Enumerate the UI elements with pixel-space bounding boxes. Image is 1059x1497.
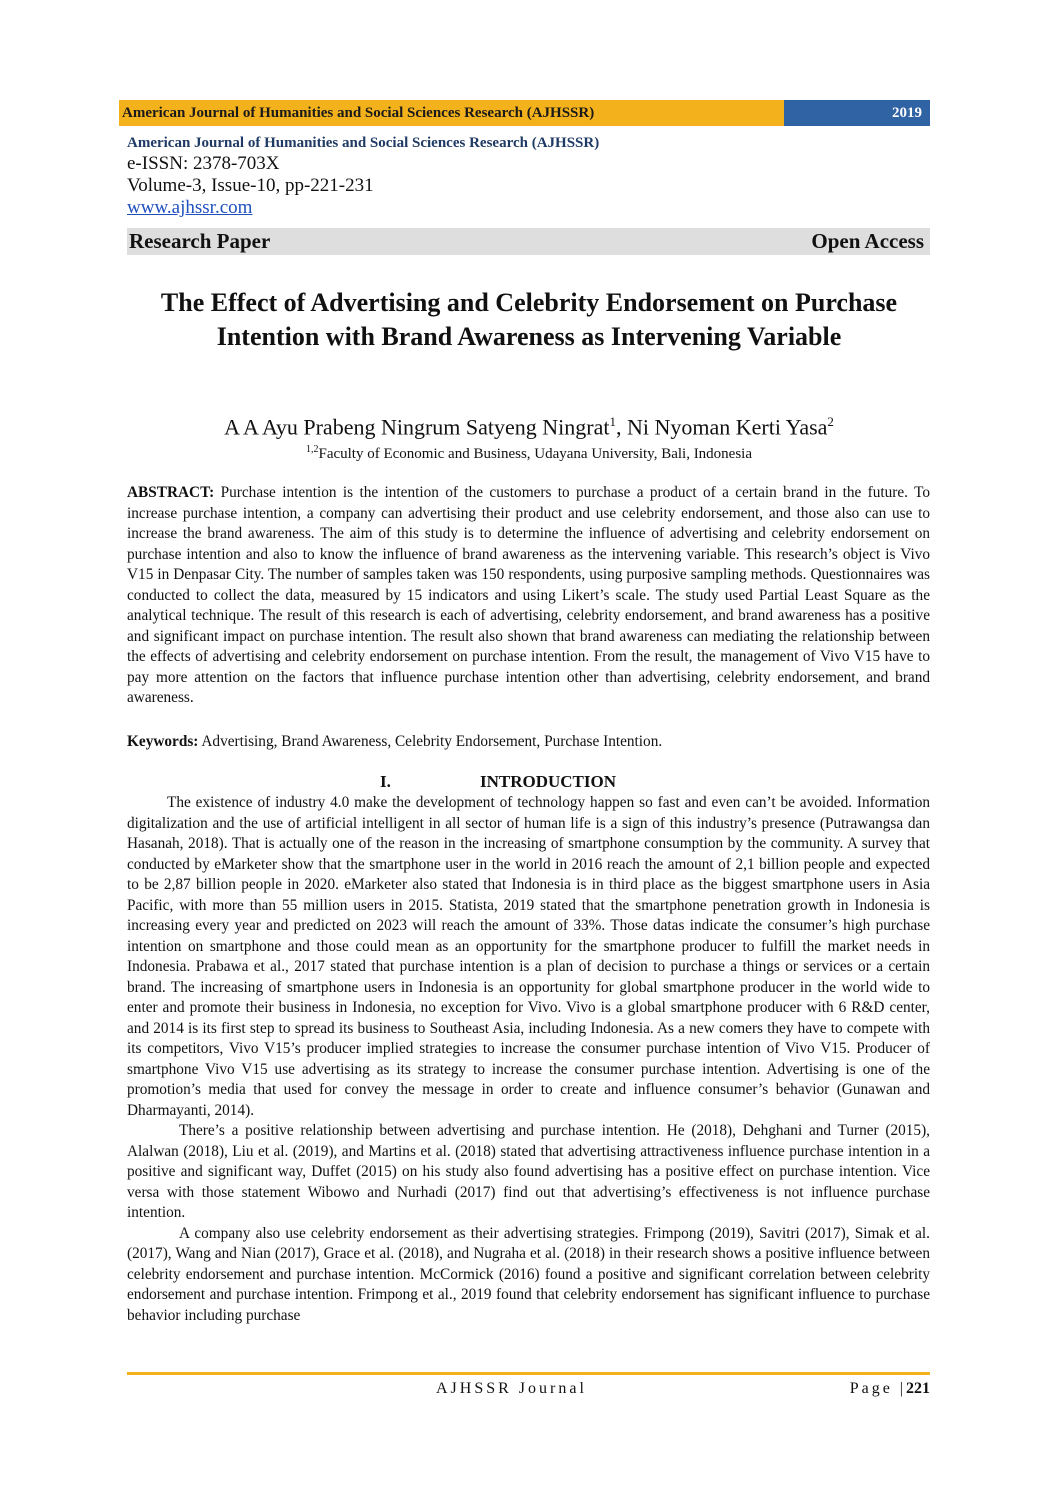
journal-header-bar [119,100,930,126]
intro-paragraph: A company also use celebrity endorsement as their advertising strategies. Frimpong (2019), Savitri (2017), Simak et al. (2017), Wang and Nian (2017), Grace et al. (2018), and Nugraha et al. (2018) in their research shows a positive influence between celebrity endorsement and purchase intention. McCormick (2016) found a positive and significant correlation between celebrity endorsement and purchase intention. Frimpong et al., 2019 found that celebrity endorsement has significant influence to purchase behavior including purchase [127,1224,930,1324]
footer-rule [127,1372,930,1375]
author-2-affil-mark: 2 [827,414,834,429]
journal-bar-title: American Journal of Humanities and Social Sciences Research (AJHSSR) [119,100,784,126]
footer-page [850,1378,930,1400]
journal-name: American Journal of Humanities and Social Sciences Research (AJHSSR) [127,135,600,151]
author-2: Ni Nyoman Kerti Yasa [626,414,828,440]
affiliation-mark: 1,2 [305,444,319,455]
author-1: A A Ayu Prabeng Ningrum Satyeng Ningrat [224,414,610,440]
footer-journal: AJHSSR Journal [436,1380,587,1397]
affiliation [120,440,938,464]
author-1-affil-mark: 1 [609,414,616,429]
footer-page-number: 221 [906,1380,930,1397]
keywords-label: Keywords: [127,733,199,750]
page-footer [436,1378,930,1400]
affiliation-text: Faculty of Economic and Business, Udayana University, Bali, Indonesia [318,446,753,462]
abstract-label: ABSTRACT: [127,484,215,501]
access-type: Open Access [811,229,924,253]
abstract [127,483,930,709]
paper-type-bar [127,228,930,255]
author-list [120,408,938,441]
section-heading [380,771,616,793]
journal-bar-year: 2019 [784,100,930,126]
journal-url-link[interactable]: www.ajhssr.com [127,197,253,218]
abstract-text: Purchase intention is the intention of the customers to purchase a product of a certain brand in the future. To increase purchase intention, a company can advertising their product and use celebrity endorsement, and those also can use to increase the brand awareness. The aim of this study is to determine the influence of advertising and celebrity endorsement on purchase intention and also to know the influence of brand awareness as the intervening variable. This research’s object is Vivo V15 in Denpasar City. The number of samples taken was 150 respondents, using purposive sampling methods. Questionnaires was conducted to collect the data, measured by 15 indicators and using Likert’s scale. The study used Partial Least Square as the analytical technique. The result of this research is each of advertising, celebrity endorsement, and brand awareness has a positive and significant impact on purchase intention. The result also shown that brand awareness can mediating the relationship between the effects of advertising and celebrity endorsement on purchase intention. From the result, the management of Vivo V15 have to pay more attention on the factors that influence purchase intention other than advertising, celebrity endorsement, and brand awareness. [127,484,930,706]
keywords [127,732,930,753]
intro-paragraph: There’s a positive relationship between advertising and purchase intention. He (2018), Dehghani and Turner (2015), Alalwan (2018), Liu et al. (2019), and Martins et al. (2018) stated that advertising attractiveness influence purchase intention in a positive and significant way, Duffet (2015) on his study also found advertising has a positive effect on purchase intention. Vice versa with those statement Wibowo and Nurhadi (2017) find out that advertising’s effectiveness is not influence purchase intention. [127,1122,930,1221]
section-title: INTRODUCTION [480,772,617,791]
footer-page-label: Page | [849,1380,906,1397]
paper-title: The Effect of Advertising and Celebrity Endorsement on Purchase Intention with Brand Awareness as Intervening Variable [160,288,898,351]
keywords-text: Advertising, Brand Awareness, Celebrity Endorsement, Purchase Intention. [201,733,663,750]
introduction-body [127,793,930,1326]
journal-meta [127,133,927,219]
author-separator: , [615,414,627,440]
section-number: I. [380,772,391,791]
paper-type: Research Paper [129,229,271,253]
volume-issue: Volume-3, Issue-10, pp-221-231 [127,175,374,196]
issn: e-ISSN: 2378-703X [127,153,280,174]
intro-paragraph: The existence of industry 4.0 make the development of technology happen so fast and even can’t be avoided. Information digitalization and the use of artificial intelligent in all sector of human life is a sign of this industry’s presence (Putrawangsa dan Hasanah, 2018). That is actually one of the reason in the increasing of smartphone consumption by the community. A survey that conducted by eMarketer show that the smartphone user in the world in 2016 reach the amount of 2,1 billion people and expected to be 2,87 billion people in 2020. eMarketer also stated that Indonesia is in third place as the biggest smartphone users in Asia Pacific, with more than 55 million users in 2015. Statista, 2019 stated that the smartphone penetration growth in Indonesia is increasing every year and predicted on 2023 will reach the amount of 33%. Those datas indicate the consumer’s high purchase intention on smartphone and those could mean as an opportunity for the smartphone producer to fulfill the market needs in Indonesia. Prabawa et al., 2017 stated that purchase intention is a plan of decision to purchase a things or services or a certain brand. The increasing of smartphone users in Indonesia is an opportunity for global smartphone producer in the world wide to enter and promote their business in Indonesia, no exception for Vivo. Vivo is a global smartphone producer with 6 R&D center, and 2014 is its first step to spread its business to Southeast Asia, including Indonesia. As a new comers they have to compete with its competitors, Vivo V15’s producer implied strategies to increase the consumer purchase intention of Vivo V15. Producer of smartphone Vivo V15 use advertising as its strategy to increase the consumer purchase intention. Advertising is one of the promotion’s media that used for convey the message in order to create and influence consumer’s behavior (Gunawan and Dharmayanti, 2014). [127,794,930,1119]
